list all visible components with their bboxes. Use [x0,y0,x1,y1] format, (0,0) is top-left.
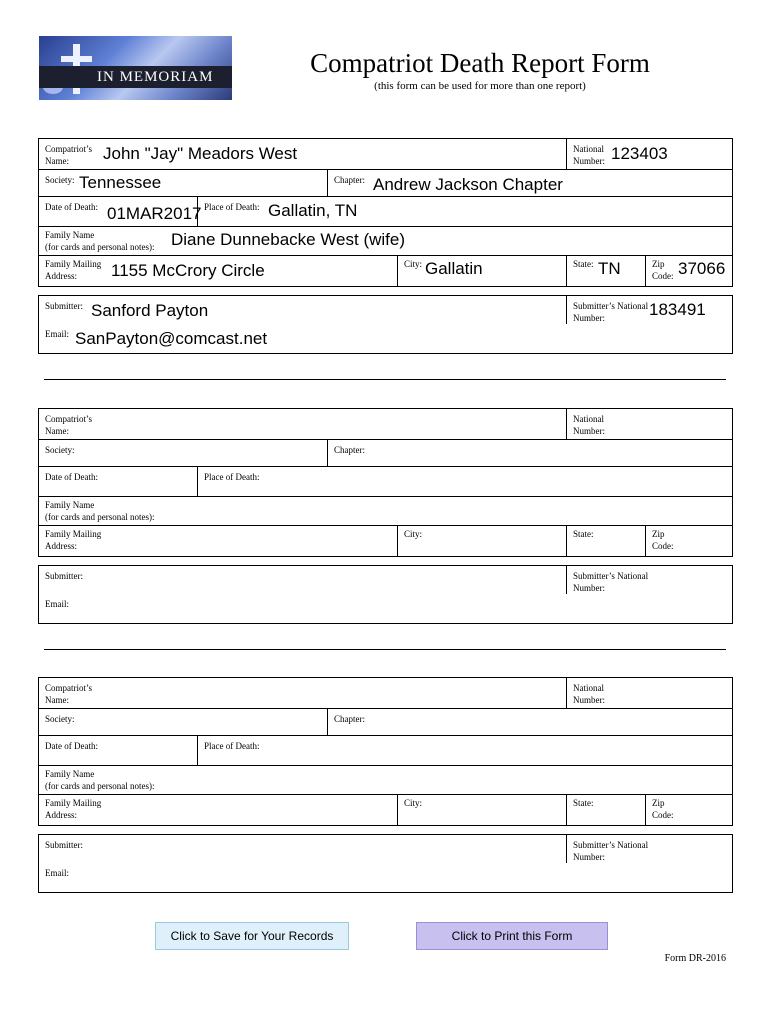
field-label: Date of Death: [45,741,98,751]
field-label: Submitter: [45,840,83,850]
place-of-death-field[interactable]: Gallatin, TN [268,201,358,220]
state-cell [566,795,646,826]
national-number-cell [566,409,732,439]
chapter-field[interactable]: Andrew Jackson Chapter [373,175,563,194]
field-label: Submitter’s National Number: [573,571,649,593]
address-cell [39,795,397,826]
field-label: National Number: [573,683,605,705]
society-cell [39,170,327,197]
email-row [39,594,732,623]
field-label: National Number: [573,144,605,166]
email-row [39,324,732,353]
field-label: Compatriot’s Name: [45,144,92,166]
family-name-note: (for cards and personal notes): [45,242,155,252]
address-cell [39,256,397,287]
email-cell [39,863,732,892]
chapter-cell [327,440,732,467]
field-label: Zip Code: [652,529,674,551]
death-row [39,735,732,766]
date-of-death-cell [39,197,202,227]
submitter-row [39,296,732,324]
zip-cell [645,795,732,826]
place-of-death-cell [197,197,732,227]
name-cell [39,409,566,439]
field-label: City: [404,529,423,539]
field-label: Zip Code: [652,798,674,820]
submitter-number-cell [566,835,732,863]
field-label: National Number: [573,414,605,436]
submitter-number-cell [566,566,732,594]
chapter-cell [327,170,732,197]
field-label [45,768,154,792]
field-label: Place of Death: [204,472,260,482]
field-label [45,499,154,523]
society-cell [39,440,327,467]
name-cell [39,678,566,708]
society-row [39,439,732,467]
society-row [39,169,732,197]
page-title: Compatriot Death Report Form [310,48,650,78]
date-of-death-cell [39,467,197,497]
email-field[interactable]: SanPayton@comcast.net [75,329,268,348]
name-row [39,409,732,439]
field-label: Email: [45,868,69,878]
print-button[interactable]: Click to Print this Form [416,922,608,950]
field-label: State: [573,798,594,808]
field-label: Society: [45,175,75,185]
page-subtitle: (this form can be used for more than one report) [374,80,586,92]
report-block-1-top [38,138,733,287]
field-label: Society: [45,445,75,455]
submitter-cell [39,296,566,324]
in-memoriam-logo [39,36,232,100]
field-label: Chapter: [334,445,365,455]
field-label: Submitter: [45,571,83,581]
field-label: Chapter: [334,175,365,185]
submitter-national-number-field[interactable]: 183491 [649,300,706,319]
name-field[interactable]: John "Jay" Meadors West [103,144,298,163]
field-label: State: [573,259,594,269]
field-label: Submitter’s National Number: [573,301,649,323]
field-label: Family Mailing Address: [45,529,102,551]
national-number-cell [566,678,732,708]
family-name-cell [39,227,732,256]
place-of-death-cell [197,736,732,766]
zip-cell [645,526,732,557]
society-cell [39,709,327,736]
field-label: Place of Death: [204,741,260,751]
field-label: City: [404,259,423,269]
field-label: Society: [45,714,75,724]
chapter-cell [327,709,732,736]
logo-band [39,66,232,88]
zip-field[interactable]: 37066 [678,259,726,278]
field-label: Chapter: [334,714,365,724]
field-label: Family Mailing Address: [45,259,102,281]
state-cell [566,526,646,557]
family-name-row [39,765,732,795]
field-label: Compatriot’s Name: [45,414,92,436]
death-row [39,196,732,227]
family-name-field[interactable]: Diane Dunnebacke West (wife) [171,230,406,249]
death-row [39,466,732,497]
national-number-cell [566,139,732,169]
section-divider [44,379,726,380]
mailing-address-field[interactable]: 1155 McCrory Circle [111,261,265,280]
report-block-3-submitter [38,834,733,893]
field-label: Email: [45,329,69,339]
field-label: Date of Death: [45,472,98,482]
family-name-cell [39,497,732,526]
logo-text: IN MEMORIAM [97,69,214,85]
field-label: Family Mailing Address: [45,798,102,820]
submitter-field[interactable]: Sanford Payton [91,301,209,320]
zip-cell [645,256,732,287]
name-row [39,678,732,708]
family-name-label: Family Name [45,769,95,779]
field-label: Zip Code: [652,259,674,281]
city-cell [397,795,567,826]
family-name-label: Family Name [45,230,95,240]
report-block-1-submitter [38,295,733,354]
report-block-2-submitter [38,565,733,624]
submitter-cell [39,835,566,863]
address-row [39,525,732,557]
place-of-death-cell [197,467,732,497]
state-cell [566,256,646,287]
family-name-note: (for cards and personal notes): [45,512,155,522]
email-cell [39,324,732,353]
national-number-field[interactable]: 123403 [611,144,668,163]
field-label: City: [404,798,423,808]
family-name-cell [39,766,732,795]
society-row [39,708,732,736]
submitter-number-cell [566,296,732,324]
section-divider [44,649,726,650]
report-block-3-top [38,677,733,826]
save-button[interactable]: Click to Save for Your Records [155,922,349,950]
family-name-row [39,226,732,256]
family-name-label: Family Name [45,500,95,510]
name-cell [39,139,566,169]
address-row [39,255,732,287]
email-row [39,863,732,892]
field-label: Place of Death: [204,202,260,212]
email-cell [39,594,732,623]
name-row [39,139,732,169]
field-label: Submitter: [45,301,83,311]
field-label: Email: [45,599,69,609]
city-cell [397,526,567,557]
address-cell [39,526,397,557]
address-row [39,794,732,826]
submitter-row [39,566,732,594]
report-block-2-top [38,408,733,557]
city-field[interactable]: Gallatin [425,259,483,278]
cross-bar [61,56,92,62]
society-field[interactable]: Tennessee [79,173,162,192]
family-name-note: (for cards and personal notes): [45,781,155,791]
submitter-row [39,835,732,863]
state-field[interactable]: TN [598,259,621,278]
form-number: Form DR-2016 [664,953,726,964]
submitter-cell [39,566,566,594]
family-name-row [39,496,732,526]
date-of-death-field[interactable]: 01MAR2017 [107,204,202,223]
field-label: State: [573,529,594,539]
field-label: Date of Death: [45,202,98,212]
date-of-death-cell [39,736,197,766]
field-label [45,229,154,253]
field-label: Compatriot’s Name: [45,683,92,705]
field-label: Submitter’s National Number: [573,840,649,862]
city-cell [397,256,567,287]
